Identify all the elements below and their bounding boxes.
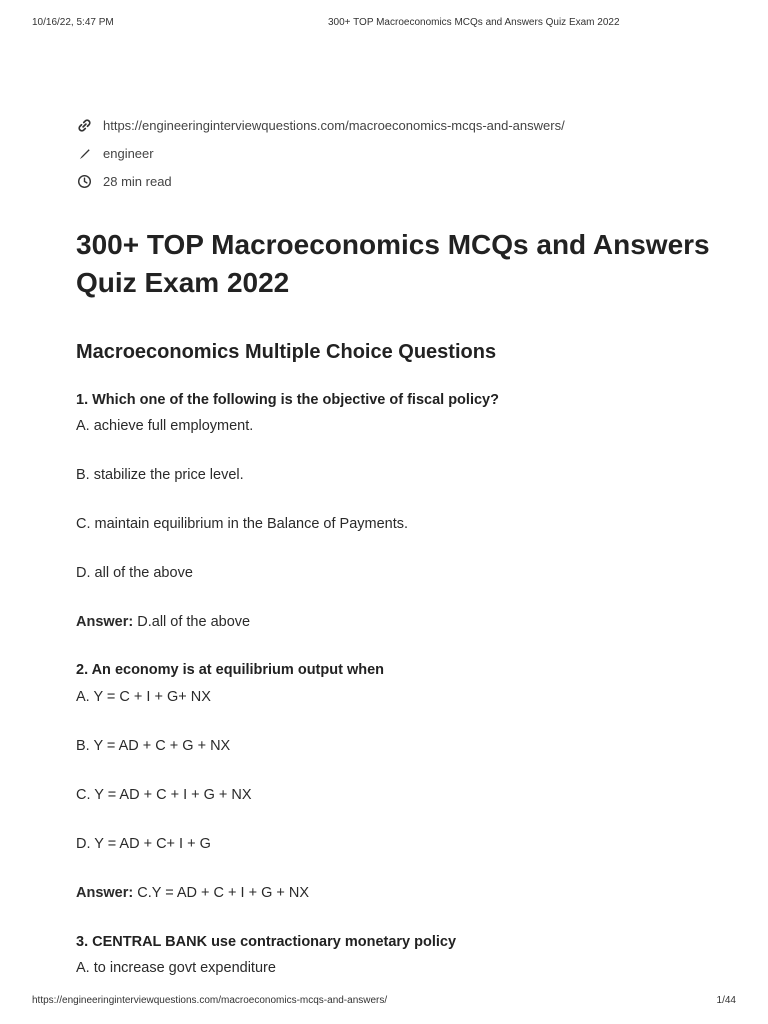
article-title: 300+ TOP Macroeconomics MCQs and Answers Quiz Exam 2022 <box>76 229 710 298</box>
q1-option-c: C. maintain equilibrium in the Balance of Payments. <box>76 516 409 532</box>
q3-option-a: A. to increase govt expenditure <box>76 960 276 976</box>
print-header <box>32 17 736 31</box>
answer-label: Answer: <box>76 614 134 630</box>
q1-option-b: B. stabilize the price level. <box>76 467 244 483</box>
q2-option-d: D. Y = AD + C+ I + G <box>76 836 211 852</box>
print-page-title: 300+ TOP Macroeconomics MCQs and Answers Quiz Exam 2022 <box>328 17 620 28</box>
page-number: 1/44 <box>716 995 736 1006</box>
q1-answer-value: D.all of the above <box>137 614 251 630</box>
footer-url: https://engineeringinterviewquestions.com/macroeconomics-mcqs-and-answers/ <box>32 995 388 1006</box>
q2-option-c: C. Y = AD + C + I + G + NX <box>76 787 252 803</box>
q1-option-a: A. achieve full employment. <box>76 418 254 434</box>
meta-readtime-row <box>76 171 696 191</box>
q2-option-b: B. Y = AD + C + G + NX <box>76 738 231 754</box>
print-datetime: 10/16/22, 5:47 PM <box>32 17 114 28</box>
q2-answer-value: C.Y = AD + C + I + G + NX <box>137 885 310 901</box>
question-2: 2. An economy is at equilibrium output when <box>76 662 385 678</box>
question-3: 3. CENTRAL BANK use contractionary monetary policy <box>76 934 457 950</box>
answer-label: Answer: <box>76 885 134 901</box>
meta-url-row <box>76 115 696 135</box>
q1-option-d: D. all of the above <box>76 565 193 581</box>
pen-icon <box>76 145 92 161</box>
clock-icon <box>76 173 92 189</box>
q1-answer <box>76 612 716 632</box>
author-name: engineer <box>103 145 154 161</box>
print-footer <box>32 995 736 1009</box>
q2-answer <box>76 883 716 903</box>
read-time: 28 min read <box>103 173 172 189</box>
meta-author-row <box>76 143 696 163</box>
question-1: 1. Which one of the following is the objective of fiscal policy? <box>76 392 499 408</box>
link-icon <box>76 117 92 133</box>
source-url[interactable]: https://engineeringinterviewquestions.com/macroeconomics-mcqs-and-answers/ <box>103 117 565 133</box>
section-heading: Macroeconomics Multiple Choice Questions <box>76 341 497 363</box>
q2-option-a: A. Y = C + I + G+ NX <box>76 689 211 705</box>
